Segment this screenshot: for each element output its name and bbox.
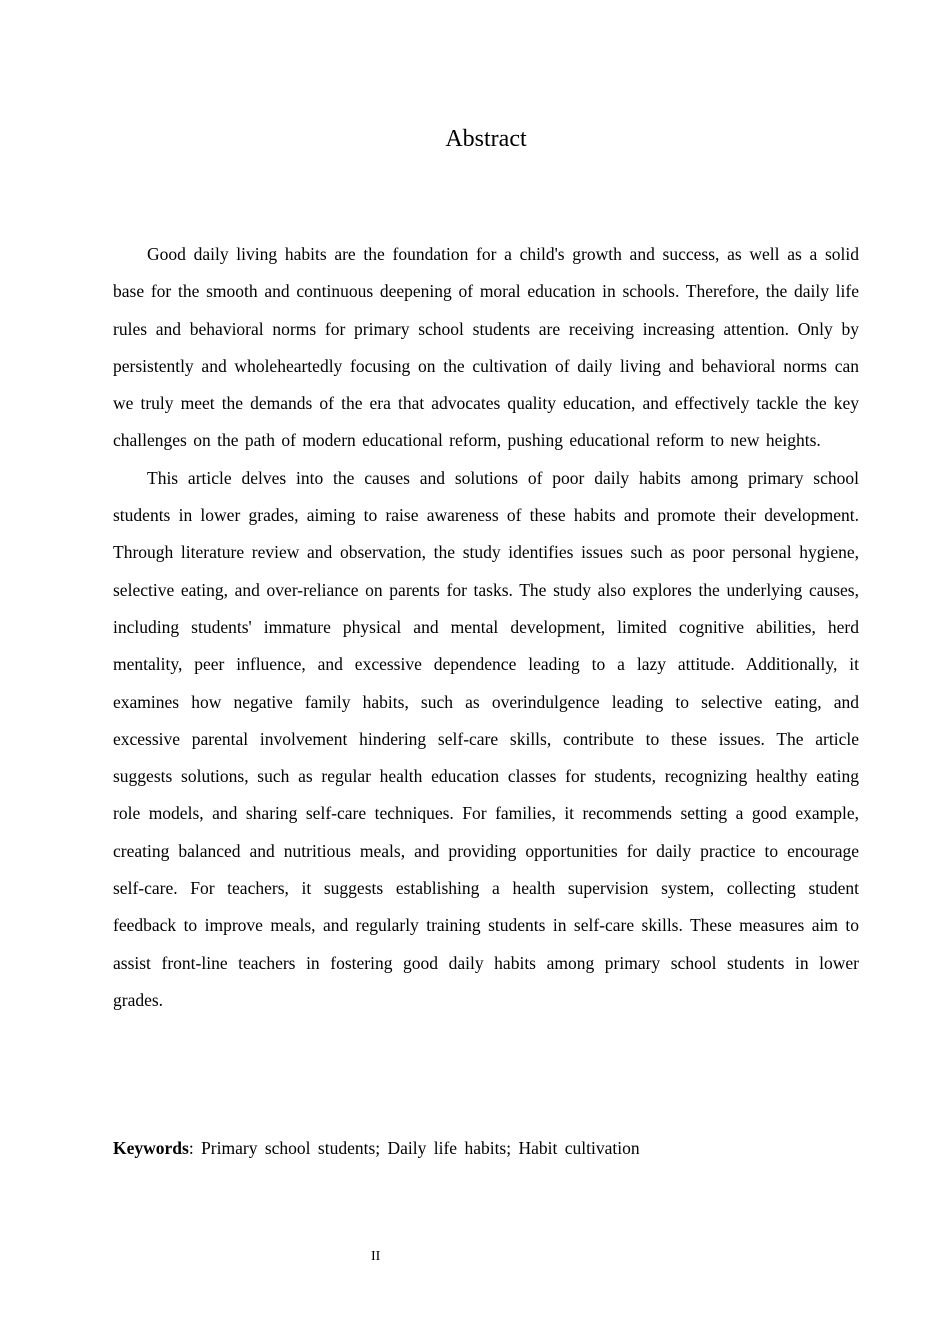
keywords-label: Keywords — [113, 1138, 189, 1158]
keywords-text: Primary school students; Daily life habits; Habit cultivation — [193, 1138, 640, 1158]
abstract-paragraph-2: This article delves into the causes and solutions of poor daily habits among primary school students in lower grades, aiming to raise awareness of these habits and promote their development. Through literature review and observation, the study identifies issues such as poor personal hygiene, selective eating, and over-reliance on parents for tasks. The study also explores the underlying causes, including students' immature physical and mental development, limited cognitive abilities, herd mentality, peer influence, and excessive dependence leading to a lazy attitude. Additionally, it examines how negative family habits, such as overindulgence leading to selective eating, and excessive parental involvement hindering self-care skills, contribute to these issues. The article suggests solutions, such as regular health education classes for students, recognizing healthy eating role models, and sharing self-care techniques. For families, it recommends setting a good example, creating balanced and nutritious meals, and providing opportunities for daily practice to encourage self-care. For teachers, it suggests establishing a health supervision system, collecting student feedback to improve meals, and regularly training students in self-care skills. These measures aim to assist front-line teachers in fostering good daily habits among primary school students in lower grades. — [113, 467, 859, 1010]
keywords-line — [113, 1130, 859, 1167]
keywords-separator: : — [188, 1138, 194, 1158]
page-number: II — [371, 1249, 381, 1264]
abstract-paragraph-1: Good daily living habits are the foundation for a child's growth and success, as well as a solid base for the smooth and continuous deepening of moral education in schools. Therefore, the daily life rules and behavioral norms for primary school students are receiving increasing attention. Only by persistently and wholeheartedly focusing on the cultivation of daily living and behavioral norms can we truly meet the demands of the era that advocates quality education, and effectively tackle the key challenges on the path of modern educational reform, pushing educational reform to new heights. — [113, 244, 859, 451]
abstract-body — [113, 236, 859, 1019]
page-title: Abstract — [445, 126, 527, 152]
